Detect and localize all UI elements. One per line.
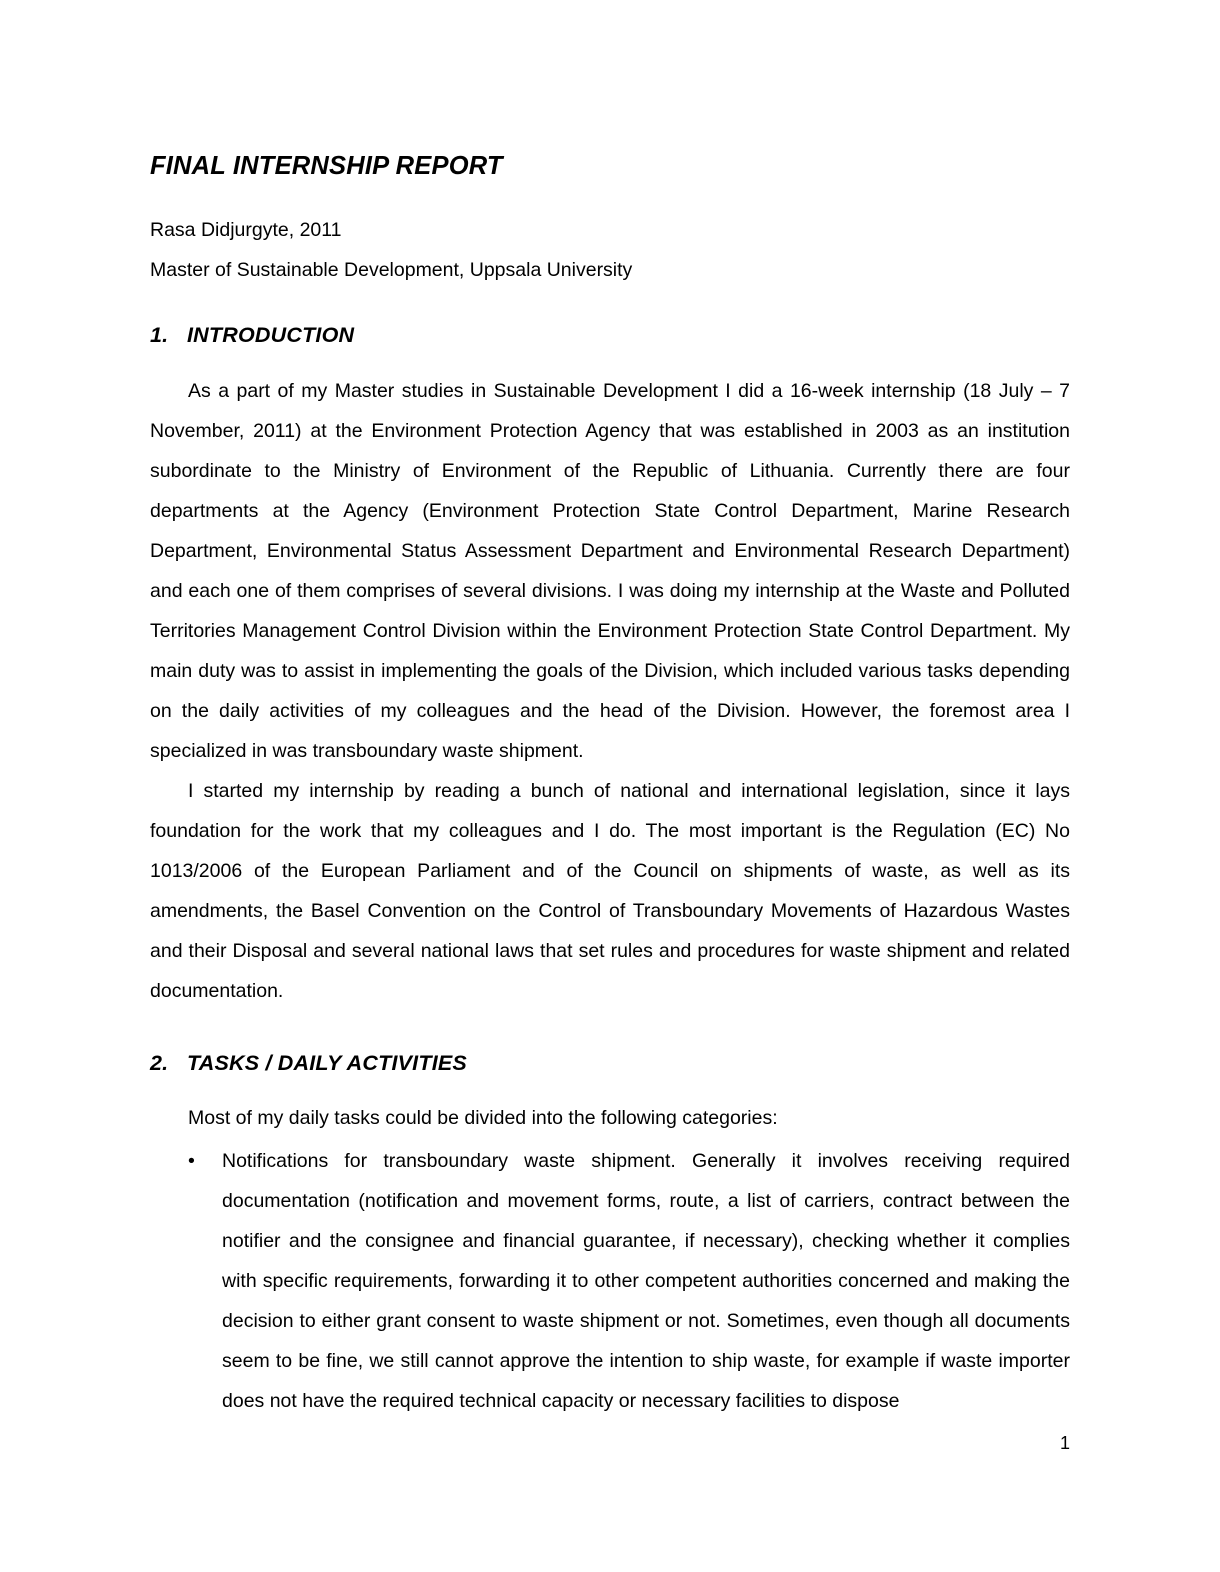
section-heading-tasks-daily-activities [150, 1011, 1070, 1077]
byline-block [150, 181, 1070, 290]
section-title: INTRODUCTION [187, 323, 355, 348]
paragraph-introduction-2: I started my internship by reading a bunch of national and international legislation, since it lays foundation for the work that my colleagues and I do. The most important is the Regulation (EC) No 1013/2006 of the European Parliament and of the Council on shipments of waste, as well as its amendments, the Basel Convention on the Control of Transboundary Movements of Hazardous Wastes and their Disposal and several national laws that set rules and procedures for waste shipment and related documentation. [150, 780, 1070, 1003]
author-line: Rasa Didjurgyte, 2011 [150, 219, 342, 242]
section-heading-introduction [150, 290, 1070, 349]
list-item [150, 1141, 1070, 1421]
paragraph-introduction-1: As a part of my Master studies in Sustainable Development I did a 16-week internship (18 July – 7 November, 2011) at the Environment Protection Agency that was established in 2003 as an institution subordinate to the Ministry of Environment of the Republic of Lithuania. Currently there are four departments at the Agency (Environment Protection State Control Department, Marine Research Department, Environmental Status Assessment Department and Environmental Research Department) and each one of them comprises of several divisions. I was doing my internship at the Waste and Polluted Territories Management Control Division within the Environment Protection State Control Department. My main duty was to assist in implementing the goals of the Division, which included various tasks depending on the daily activities of my colleagues and the head of the Division. However, the foremost area I specialized in was transboundary waste shipment. [150, 380, 1070, 763]
bullet-icon: • [188, 1149, 195, 1172]
list-item-text: Notifications for transboundary waste shipment. Generally it involves receiving required documentation (notification and movement forms, route, a list of carriers, contract between the notifier and the consignee and financial guarantee, if necessary), checking whether it complies with specific requirements, forwarding it to other competent authorities concerned and making the decision to either grant consent to waste shipment or not. Sometimes, even though all documents seem to be fine, we still cannot approve the intention to ship waste, for example if waste importer does not have the required technical capacity or necessary facilities to dispose [222, 1149, 1070, 1412]
paragraph-tasks-lead: Most of my daily tasks could be divided into the following categories: [188, 1106, 778, 1129]
tasks-bullet-list [150, 1138, 1070, 1421]
section-number: 2. [150, 1051, 169, 1076]
section-number: 1. [150, 323, 169, 348]
affiliation-line: Master of Sustainable Development, Uppsala University [150, 259, 633, 282]
section-title: TASKS / DAILY ACTIVITIES [187, 1051, 467, 1076]
page-title: FINAL INTERNSHIP REPORT [150, 152, 503, 180]
page-number: 1 [1059, 1433, 1070, 1453]
page-content [150, 0, 1070, 1421]
